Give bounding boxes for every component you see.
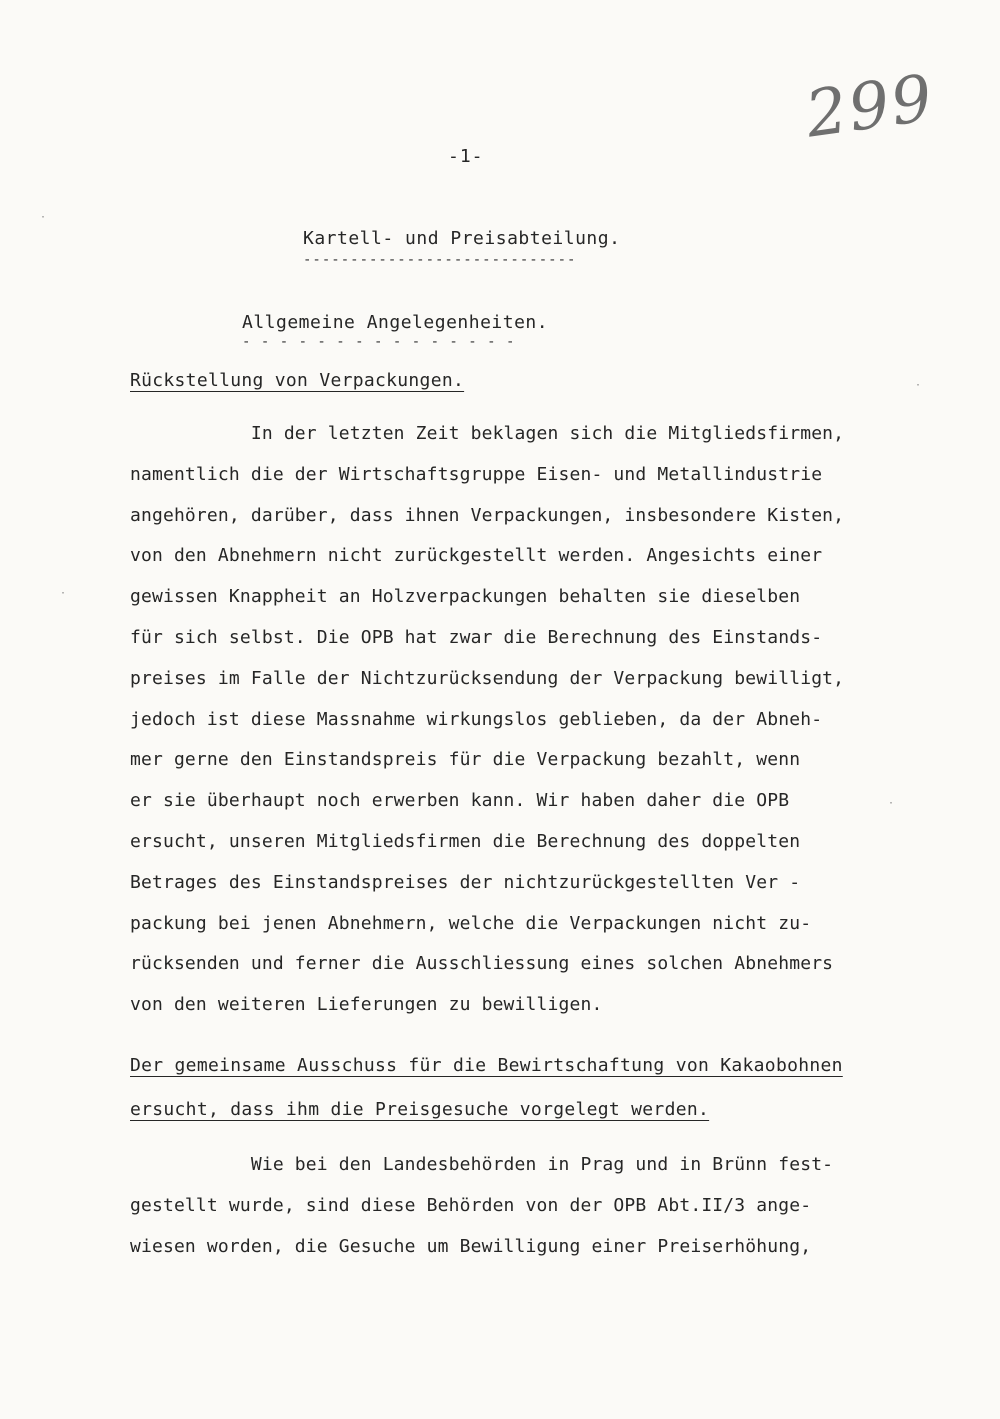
- paper-speck: ·: [915, 380, 922, 391]
- body-line: wiesen worden, die Gesuche um Bewilligung einer Preiserhöhung,: [130, 1235, 812, 1257]
- body-line: mer gerne den Einstandspreis für die Verpackung bezahlt, wenn: [130, 749, 801, 771]
- body-line: gestellt wurde, sind diese Behörden von der OPB Abt.II/3 ange-: [130, 1194, 812, 1216]
- body-line: von den Abnehmern nicht zurückgestellt werden. Angesichts einer: [130, 545, 823, 567]
- body-line: In der letzten Zeit beklagen sich die Mitgliedsfirmen,: [130, 423, 845, 444]
- body-line: gewissen Knappheit an Holzverpackungen behalten sie dieselben: [130, 586, 801, 608]
- item-body: [130, 414, 910, 1026]
- page-label: -1-: [448, 146, 484, 167]
- body-line: rücksenden und ferner die Ausschliessung eines solchen Abnehmers: [130, 953, 834, 975]
- body-line: er sie überhaupt noch erwerben kann. Wir haben daher die OPB: [130, 790, 790, 812]
- body-line: jedoch ist diese Massnahme wirkungslos geblieben, da der Abneh-: [130, 708, 823, 730]
- item-heading: Der gemeinsame Ausschuss für die Bewirtschaftung von Kakaobohnen: [130, 1055, 843, 1076]
- item-heading: ersucht, dass ihm die Preisgesuche vorgelegt werden.: [130, 1099, 710, 1120]
- body-line: namentlich die der Wirtschaftsgruppe Eisen- und Metallindustrie: [130, 463, 823, 485]
- section-title-underline: -----------------------------: [303, 252, 577, 268]
- body-line: Betrages des Einstandspreises der nichtzurückgestellten Ver -: [130, 871, 801, 893]
- subsection-title-underline: - - - - - - - - - - - - - - -: [242, 334, 516, 350]
- subsection-title: Allgemeine Angelegenheiten.: [242, 312, 549, 333]
- body-line: preises im Falle der Nichtzurücksendung der Verpackung bewilligt,: [130, 667, 845, 689]
- paper-speck: ·: [60, 588, 67, 599]
- body-line: ersucht, unseren Mitgliedsfirmen die Berechnung des doppelten: [130, 830, 801, 852]
- body-line: Wie bei den Landesbehörden in Prag und in Brünn fest-: [130, 1154, 834, 1175]
- body-line: von den weiteren Lieferungen zu bewilligen.: [130, 994, 603, 1016]
- body-line: angehören, darüber, dass ihnen Verpackungen, insbesondere Kisten,: [130, 504, 845, 526]
- section-title: Kartell- und Preisabteilung.: [303, 228, 621, 249]
- item-body: [130, 1145, 910, 1267]
- body-line: für sich selbst. Die OPB hat zwar die Berechnung des Einstands-: [130, 626, 823, 648]
- body-line: packung bei jenen Abnehmern, welche die Verpackungen nicht zu-: [130, 912, 812, 934]
- handwritten-page-number: 299: [801, 61, 939, 153]
- paper-speck: ·: [40, 212, 47, 223]
- paper-speck: ·: [888, 798, 895, 809]
- item-heading: Rückstellung von Verpackungen.: [130, 370, 465, 391]
